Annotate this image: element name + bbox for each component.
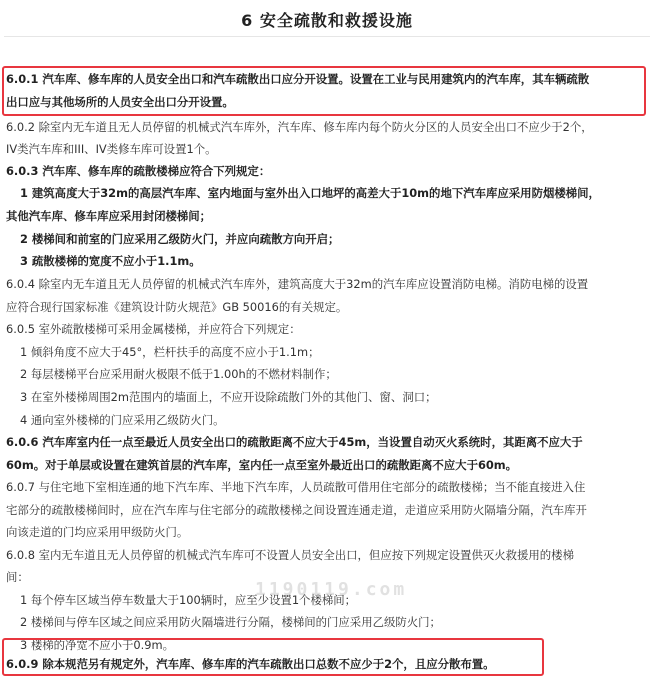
clause-6-0-3-item-1-line-2: 其他汽车库、修车库应采用封闭楼梯间； (6, 209, 212, 223)
clause-6-0-3-heading: 6.0.3 汽车库、修车库的疏散楼梯应符合下列规定： (6, 164, 271, 178)
clause-6-0-5-item-1: 1 倾斜角度不应大于45°，栏杆扶手的高度不应小于1.1m； (20, 345, 320, 359)
clause-6-0-5-item-3: 3 在室外楼梯周围2m范围内的墙面上，不应开设除疏散门外的其他门、窗、洞口； (20, 390, 437, 404)
clause-6-0-4-line-2: 应符合现行国家标准《建筑设计防火规范》GB 50016的有关规定。 (6, 300, 348, 314)
clause-6-0-1-line-1: 6.0.1 汽车库、修车库的人员安全出口和汽车疏散出口应分开设置。设置在工业与民用建筑内的汽车库，其车辆疏散 (6, 72, 590, 86)
clause-6-0-4-line-1: 6.0.4 除室内无车道且无人员停留的机械式汽车库外，建筑高度大于32m的汽车库应设置消防电梯。消防电梯的设置 (6, 277, 589, 291)
clause-6-0-8-line-1: 6.0.8 室内无车道且无人员停留的机械式汽车库可不设置人员安全出口，但应按下列规定设置供灭火救援用的楼梯 (6, 548, 574, 562)
clause-6-0-3-item-3: 3 疏散楼梯的宽度不应小于1.1m。 (20, 254, 201, 268)
clause-6-0-3-item-2: 2 楼梯间和前室的门应采用乙级防火门，并应向疏散方向开启； (20, 232, 340, 246)
clause-6-0-7-line-1: 6.0.7 与住宅地下室相连通的地下汽车库、半地下汽车库，人员疏散可借用住宅部分的疏散楼梯；当不能直接进入住 (6, 480, 586, 494)
clause-6-0-7-line-3: 向该走道的门均应采用甲级防火门。 (6, 525, 189, 539)
clause-6-0-8-item-1: 1 每个停车区域当停车数量大于100辆时，应至少设置1个楼梯间； (20, 593, 357, 607)
clause-6-0-2-line-1: 6.0.2 除室内无车道且无人员停留的机械式汽车库外，汽车库、修车库内每个防火分区的人员安全出口不应少于2个， (6, 120, 593, 134)
clause-6-0-7-line-2: 宅部分的疏散楼梯间时，应在汽车库与住宅部分的疏散楼梯之间设置连通走道，走道应采用防火隔墙分隔，汽车库开 (6, 503, 587, 517)
highlight-box-6-0-1 (2, 66, 646, 116)
clause-6-0-9: 6.0.9 除本规范另有规定外，汽车库、修车库的汽车疏散出口总数不应少于2个，且应分散布置。 (6, 657, 495, 671)
clause-6-0-8-item-2: 2 楼梯间与停车区域之间应采用防火隔墙进行分隔，楼梯间的门应采用乙级防火门； (20, 615, 441, 629)
clause-6-0-6-line-1: 6.0.6 汽车库室内任一点至最近人员安全出口的疏散距离不应大于45m，当设置自动灭火系统时，其距离不应大于 (6, 435, 583, 449)
section-title: 6 安全疏散和救援设施 (241, 11, 413, 30)
clause-6-0-8-item-3: 3 楼梯的净宽不应小于0.9m。 (20, 638, 174, 652)
title-divider (4, 36, 650, 37)
clause-6-0-6-line-2: 60m。对于单层或设置在建筑首层的汽车库，室内任一点至室外最近出口的疏散距离不应大于60m。 (6, 458, 518, 472)
clause-6-0-3-item-1-line-1: 1 建筑高度大于32m的高层汽车库、室内地面与室外出入口地坪的高差大于10m的地下汽车库应采用防烟楼梯间， (20, 186, 600, 200)
clause-6-0-5-item-2: 2 每层楼梯平台应采用耐火极限不低于1.00h的不燃材料制作； (20, 367, 337, 381)
clause-6-0-5-item-4: 4 通向室外楼梯的门应采用乙级防火门。 (20, 413, 225, 427)
clause-6-0-8-line-2: 间： (6, 570, 29, 584)
clause-6-0-2-line-2: IV类汽车库和III、IV类修车库可设置1个。 (6, 142, 217, 156)
watermark: 1190119.com (255, 579, 408, 600)
clause-6-0-5-heading: 6.0.5 室外疏散楼梯可采用金属楼梯，并应符合下列规定： (6, 322, 301, 336)
clause-6-0-1-line-2: 出口应与其他场所的人员安全出口分开设置。 (6, 95, 234, 109)
highlight-box-6-0-9 (2, 638, 544, 676)
